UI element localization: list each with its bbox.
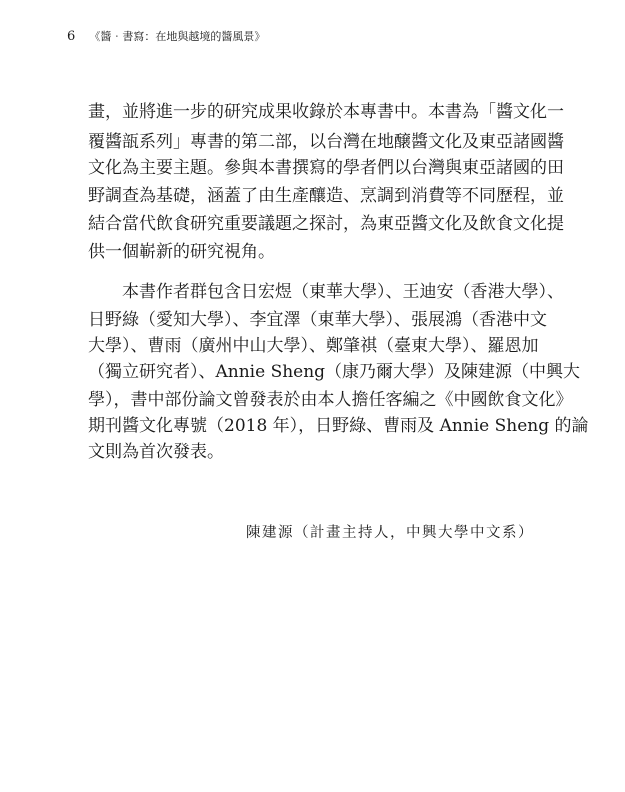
paragraph-line: （獨立研究者）、Annie Sheng（康乃爾大學）及陳建源（中興大 [88, 362, 581, 382]
paragraph-line: 學），書中部份論文曾發表於由本人擔任客編之《中國飲食文化》 [88, 390, 573, 410]
paragraph-line: 畫，並將進一步的研究成果收錄於本專書中。本書為「醬文化一 [88, 102, 564, 122]
paragraph-line: 本書作者群包含日宏煜（東華大學）、王迪安（香港大學）、 [88, 282, 564, 302]
running-header [67, 29, 265, 45]
paragraph-line: 日野綠（愛知大學）、李宜澤（東華大學）、張展鴻（香港中文 [88, 310, 547, 330]
paragraph-line: 文化為主要主題。參與本書撰寫的學者們以台灣與東亞諸國的田 [88, 158, 564, 178]
page-number: 6 [67, 29, 76, 44]
paragraph-line: 供一個嶄新的研究視角。 [88, 242, 275, 262]
paragraph-line: 覆醬瓿系列」專書的第二部，以台灣在地醸醬文化及東亞諸國醬 [88, 132, 564, 152]
author-signature: 陳建源（計畫主持人，中興大學中文系） [246, 525, 534, 541]
paragraph-line: 文則為首次發表。 [88, 442, 224, 462]
paragraph-line: 結合當代飲食研究重要議題之探討，為東亞醬文化及飲食文化提 [88, 214, 564, 234]
running-title: 《醬‧書寫：在地與越境的醬風景》 [89, 30, 266, 43]
paragraph-line: 野調查為基礎，涵蓋了由生產釀造、烹調到消費等不同歷程，並 [88, 186, 564, 206]
paragraph-line: 大學）、曹雨（廣州中山大學）、鄭肇祺（臺東大學）、羅恩加 [88, 336, 539, 356]
paragraph-line: 期刊醬文化專號（2018 年），日野綠、曹雨及 Annie Sheng 的論 [88, 416, 589, 436]
